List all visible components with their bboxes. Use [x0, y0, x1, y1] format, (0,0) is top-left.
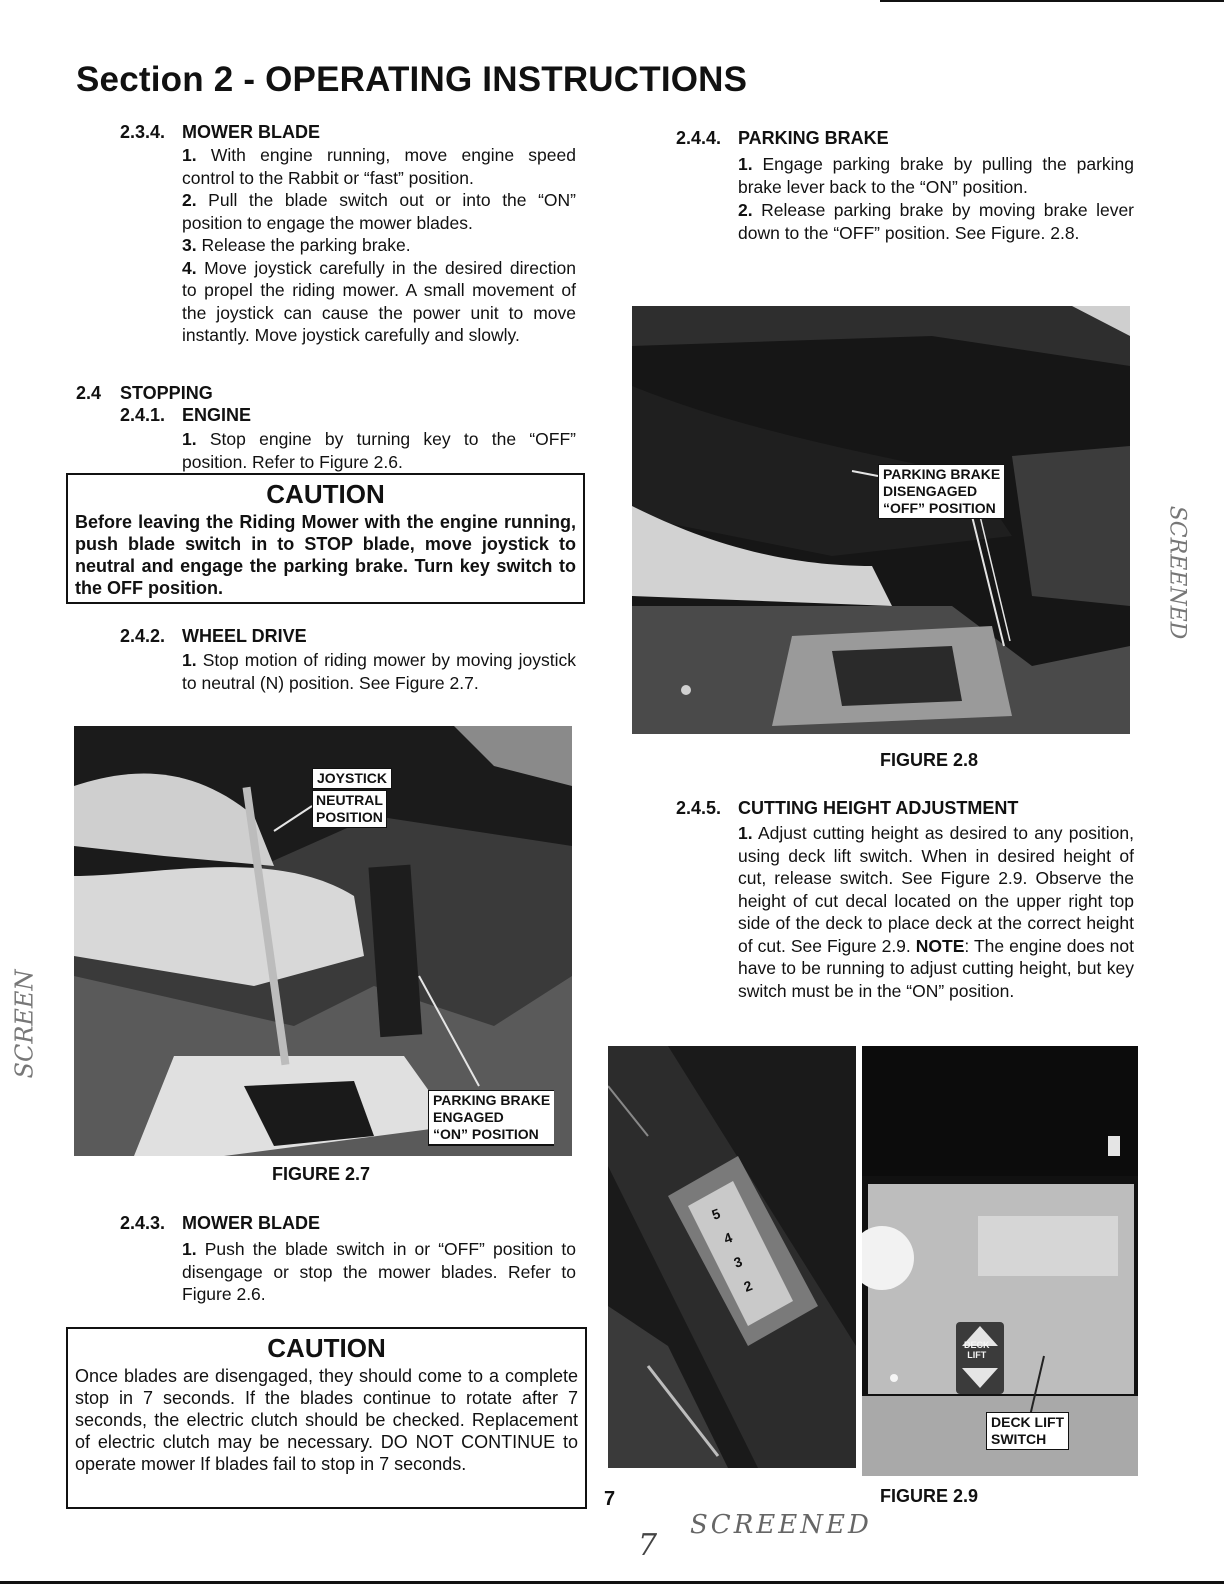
- decal-number: 3: [731, 1253, 745, 1271]
- margin-scribble-right: SCREENED: [1164, 505, 1190, 640]
- decal-number: 2: [741, 1277, 755, 1295]
- section-2-4-1-body: [182, 428, 576, 473]
- section-2-4-3-body: [182, 1238, 576, 1306]
- section-2-4-2-body: [182, 649, 576, 694]
- step: 2. Release parking brake by moving brake lever down to the “OFF” position. See Figure. 2.8.: [738, 200, 1134, 243]
- parking-brake-photo-illustration: [632, 306, 1130, 734]
- section-2-4-3-heading: 2.4.3. MOWER BLADE: [120, 1213, 320, 1233]
- step: 2. Pull the blade switch out or into the “ON” position to engage the mower blades.: [182, 190, 576, 233]
- section-2-4-heading: 2.4 STOPPING: [76, 383, 213, 403]
- caution-heading: CAUTION: [267, 1333, 386, 1363]
- caution-text: Once blades are disengaged, they should come to a complete stop in 7 seconds. If the blades continue to rotate after 7 seconds, the electric clutch should be checked. Replacement of electric clutch may be necessary. DO NOT CONTINUE to operate mower If blades fail to stop in 7 seconds.: [75, 1366, 578, 1474]
- handwritten-page-number: 7: [638, 1528, 658, 1563]
- figure-2-7-photo: [74, 726, 572, 1156]
- caution-box-1: [66, 473, 585, 604]
- step: 1. Engage parking brake by pulling the parking brake lever back to the “ON” position.: [738, 154, 1134, 197]
- section-2-3-4-body: [182, 144, 576, 347]
- step: 1. Stop motion of riding mower by moving joystick to neutral (N) position. See Figure 2.7.: [182, 650, 576, 693]
- handwritten-screened-stamp: SCREENED: [690, 1510, 872, 1540]
- callout-joystick: JOYSTICK: [312, 768, 392, 789]
- section-2-3-4-heading: 2.3.4. MOWER BLADE: [120, 122, 320, 142]
- section-2-4-5-heading: 2.4.5. CUTTING HEIGHT ADJUSTMENT: [676, 798, 1019, 818]
- top-rule: [880, 0, 1224, 2]
- callout-parking-brake-engaged: PARKING BRAKE ENGAGED “ON” POSITION: [428, 1090, 554, 1146]
- figure-2-9-caption: FIGURE 2.9: [880, 1486, 979, 1506]
- figure-2-9-decal-photo: [608, 1046, 856, 1468]
- section-2-4-1-heading: 2.4.1. ENGINE: [120, 405, 252, 425]
- step: 1. Push the blade switch in or “OFF” position to disengage or stop the mower blades. Refer to Figure 2.6.: [182, 1239, 576, 1304]
- caution-heading: CAUTION: [266, 479, 385, 509]
- callout-neutral-position: NEUTRAL POSITION: [312, 790, 387, 828]
- section-2-4-5-body: [738, 822, 1134, 1002]
- decal-number: 4: [721, 1229, 735, 1247]
- figure-2-7-caption: FIGURE 2.7: [272, 1164, 371, 1184]
- callout-parking-brake-disengaged: PARKING BRAKE DISENGAGED “OFF” POSITION: [878, 464, 1004, 519]
- section-2-4-4-body: [738, 153, 1134, 245]
- step: 1. Stop engine by turning key to the “OFF” position. Refer to Figure 2.6.: [182, 429, 576, 472]
- callout-deck-lift-switch: DECK LIFT SWITCH: [986, 1412, 1069, 1450]
- page-number: 7: [604, 1488, 616, 1510]
- step: 3. Release the parking brake.: [182, 235, 411, 255]
- decal-number: 5: [709, 1205, 723, 1223]
- caution-text: Before leaving the Riding Mower with the engine running, push blade switch in to STOP blade, move joystick to neutral and engage the parking brake. Turn key switch to the OFF position.: [75, 512, 576, 598]
- figure-2-9-deck-lift-photo: [862, 1046, 1138, 1476]
- deck-lift-label: DECK LIFT: [964, 1340, 990, 1360]
- step: 1. With engine running, move engine speed control to the Rabbit or “fast” position.: [182, 145, 576, 188]
- margin-scribble-left: SCREEN: [10, 969, 39, 1079]
- step: 4. Move joystick carefully in the desired direction to propel the riding mower. A small movement of the joystick can cause the power unit to move instantly. Move joystick carefully and slowly.: [182, 257, 576, 345]
- figure-2-8-caption: FIGURE 2.8: [880, 750, 979, 770]
- step: 1. Adjust cutting height as desired to any position, using deck lift switch. When in desired height of cut, release switch. See Figure 2.9. Observe the height of cut decal located on the upper right top side of the deck to place deck at the correct height of cut. See Figure 2.9. NOTE: The engine does not have to be running to adjust cutting height, but key switch must be in the “ON” position.: [738, 823, 1134, 1001]
- bottom-rule: [0, 1581, 1224, 1584]
- section-2-4-2-heading: 2.4.2. WHEEL DRIVE: [120, 626, 307, 646]
- section-2-4-4-heading: 2.4.4. PARKING BRAKE: [676, 128, 889, 148]
- figure-2-8-photo: [632, 306, 1130, 734]
- caution-box-2: [66, 1327, 587, 1509]
- page-title: Section 2 - OPERATING INSTRUCTIONS: [76, 60, 748, 99]
